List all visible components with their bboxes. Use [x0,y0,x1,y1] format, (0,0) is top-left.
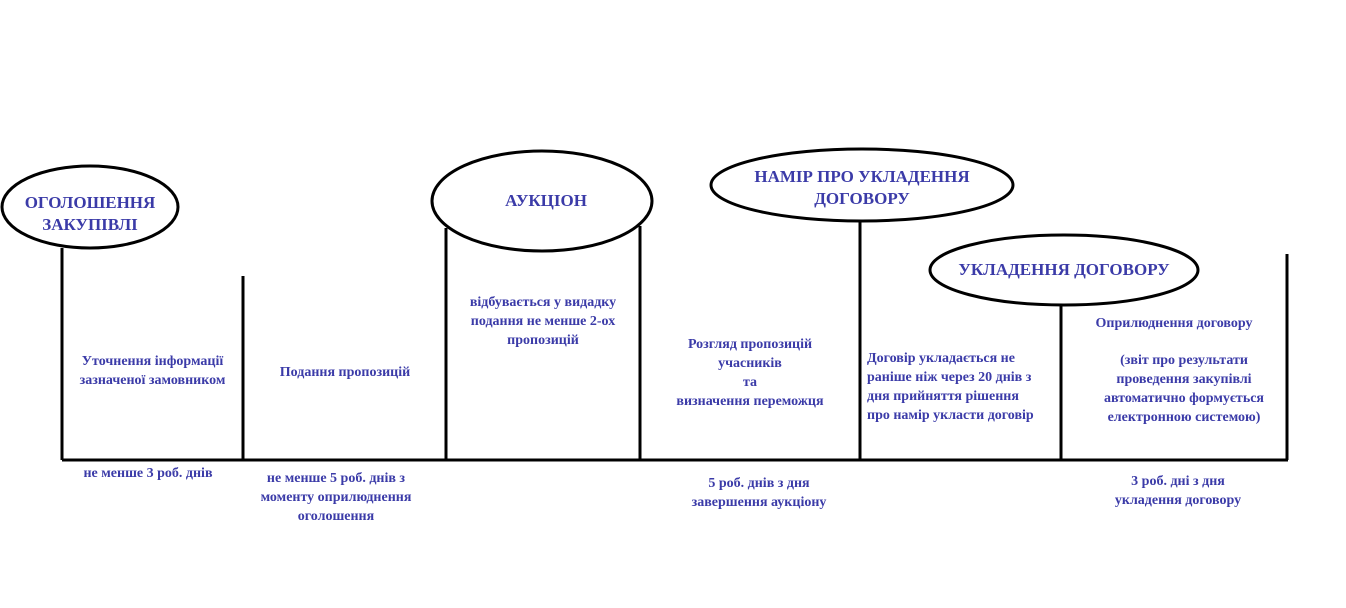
segment-review-text: Розгляд пропозицій учасників та визначення переможця [676,337,824,409]
stage-auction-label: АУКЦІОН [505,191,587,210]
segment-report-text: (звіт про результати проведення закупівлі автоматично формується електронною системою) [1103,353,1265,425]
stage-announcement-label: ОГОЛОШЕННЯ ЗАКУПІВЛІ [24,193,156,234]
segment-submission-text: Подання пропозицій [279,365,411,380]
segment-publication-text: Оприлюднення договору [1095,316,1253,331]
duration-review-text: 5 роб. днів з дня завершення аукціону [691,476,827,510]
segment-contract-terms-text: Договір укладається не раніше ніж через 20 днів з дня прийняття рішення про намір укласти договір [867,351,1034,423]
stage-contract-label: УКЛАДЕННЯ ДОГОВОРУ [958,260,1170,279]
duration-publication-text: 3 роб. дні з дня укладення договору [1114,474,1242,508]
segment-clarification-text: Уточнення інформації зазначеної замовником [79,354,226,388]
duration-submission-text: не менше 5 роб. днів з моменту оприлюднення оголошення [260,471,412,524]
segment-auction-note-text: відбувається у видадку подання не менше 2-ох пропозицій [469,295,617,348]
stage-intent-label: НАМІР ПРО УКЛАДЕННЯ ДОГОВОРУ [754,167,970,208]
duration-clarification-text: не менше 3 роб. днів [83,466,213,481]
